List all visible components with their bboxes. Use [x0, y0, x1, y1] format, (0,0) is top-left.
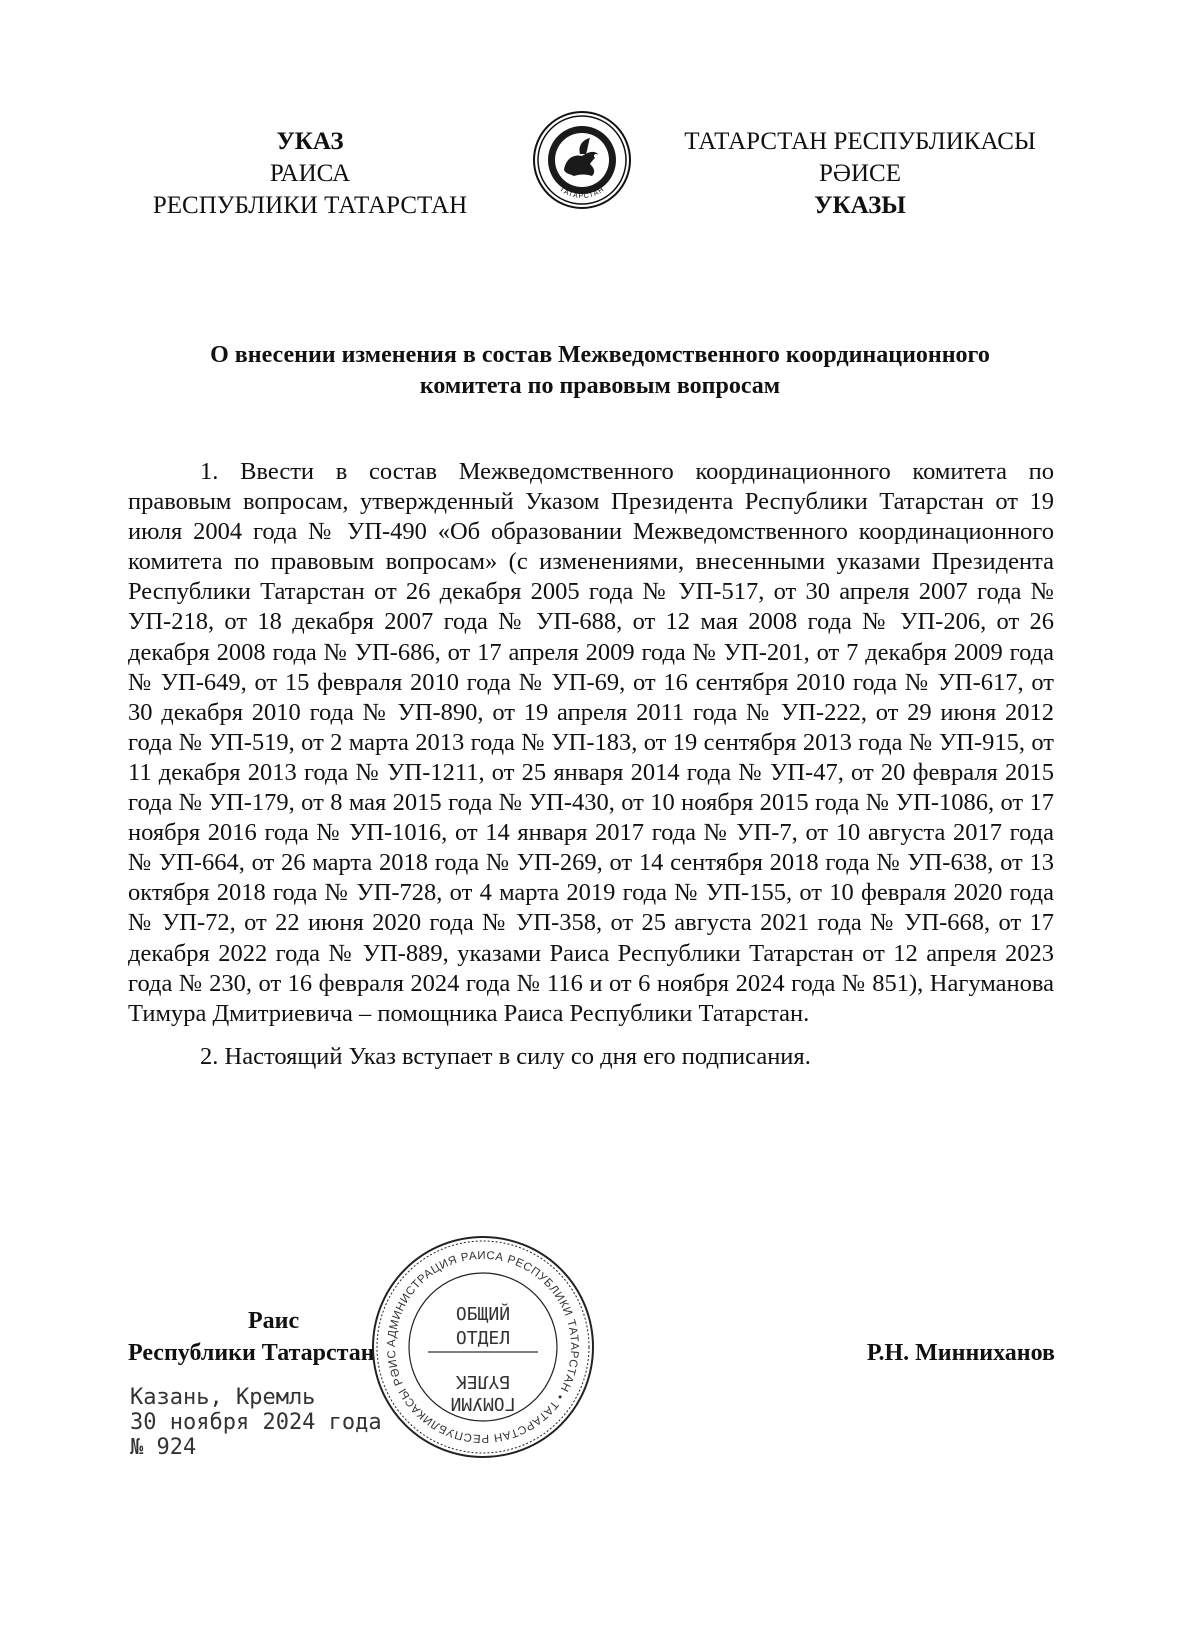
stamp-ring-text: АДМИНИСТРАЦИЯ РАИСА РЕСПУБЛИКИ ТАТАРСТАН • ТАТАРСТАН РЕСПУБЛИКАСЫ РӘИС — [385, 1249, 581, 1445]
stamp-inner-line1: ОБЩИЙ — [455, 1304, 511, 1325]
header-left-line1: УКАЗ — [276, 128, 344, 155]
place-date-block — [130, 1385, 382, 1460]
header-left-line2: РАИСА — [269, 160, 351, 187]
document-body — [128, 457, 1054, 1072]
stamp-inner-line2: ОТДЕЛ — [455, 1328, 511, 1349]
title-line1: О внесении изменения в состав Межведомственного координационного — [210, 342, 990, 368]
signature-position-line2: Республики Татарстан — [128, 1340, 375, 1366]
header-right-line3: УКАЗЫ — [814, 192, 906, 219]
place-text: Казань, Кремль — [130, 1385, 316, 1410]
emblem-text: ТАТАРСТАН — [557, 185, 606, 201]
header-left-line3: РЕСПУБЛИКИ ТАТАРСТАН — [152, 192, 468, 219]
date-text: 30 ноября 2024 года — [130, 1410, 382, 1435]
signature-position-line1: Раис — [248, 1308, 300, 1334]
tatarstan-emblem-icon — [530, 108, 634, 212]
header-right-block — [660, 126, 1060, 222]
stamp-inner-line4: ГОМУМИ — [450, 1393, 516, 1414]
header-right-line1: ТАТАРСТАН РЕСПУБЛИКАСЫ — [684, 128, 1036, 155]
header-left-block — [130, 126, 490, 222]
official-stamp-icon — [368, 1232, 598, 1462]
body-paragraph-2: 2. Настоящий Указ вступает в силу со дня его подписания. — [200, 1042, 811, 1070]
number-text: № 924 — [130, 1435, 197, 1460]
body-paragraph-1: 1. Ввести в состав Межведомственного координационного комитета по правовым вопросам, утвержденный Указом Президента Республики Татарстан от 19 июля 2004 года № УП-490 «Об образовании Межведомственного координационного комитета по правовым вопросам» (с изменениями, внесенными указами Президента Республики Татарстан от 26 декабря 2005 года № УП-517, от 30 апреля 2007 года № УП-218, от 18 декабря 2007 года № УП-688, от 12 мая 2008 года № УП-206, от 26 декабря 2008 года № УП-686, от 17 апреля 2009 года № УП-201, от 7 декабря 2009 года № УП-649, от 15 февраля 2010 года № УП-69, от 16 сентября 2010 года № УП-617, от 30 декабря 2010 года № УП-890, от 19 апреля 2011 года № УП-222, от 29 июня 2012 года № УП-519, от 2 марта 2013 года № УП-183, от 19 сентября 2013 года № УП-915, от 11 декабря 2013 года № УП-1211, от 25 января 2014 года № УП-47, от 20 февраля 2015 года № УП-179, от 8 мая 2015 года № УП-430, от 10 ноября 2015 года № УП-1086, от 17 ноября 2016 года № УП-1016, от 14 января 2017 года № УП-7, от 10 августа 2017 года № УП-664, от 26 марта 2018 года № УП-269, от 14 сентября 2018 года № УП-638, от 13 октября 2018 года № УП-728, от 4 марта 2019 года № УП-155, от 10 февраля 2020 года № УП-72, от 22 июня 2020 года № УП-358, от 25 августа 2021 года № УП-668, от 17 декабря 2022 года № УП-889, указами Раиса Республики Татарстан от 12 апреля 2023 года № 230, от 16 февраля 2024 года № 116 и от 6 ноября 2024 года № 851), Нагуманова Тимура Дмитриевича – помощника Раиса Республики Татарстан. — [128, 458, 1054, 1027]
signature-name: Р.Н. Минниханов — [866, 1340, 1055, 1366]
header-right-line2: РӘИСЕ — [819, 160, 901, 187]
title-line2: комитета по правовым вопросам — [419, 373, 781, 399]
document-title — [120, 340, 1080, 402]
stamp-inner-line3: БҮЛЕК — [455, 1371, 511, 1392]
